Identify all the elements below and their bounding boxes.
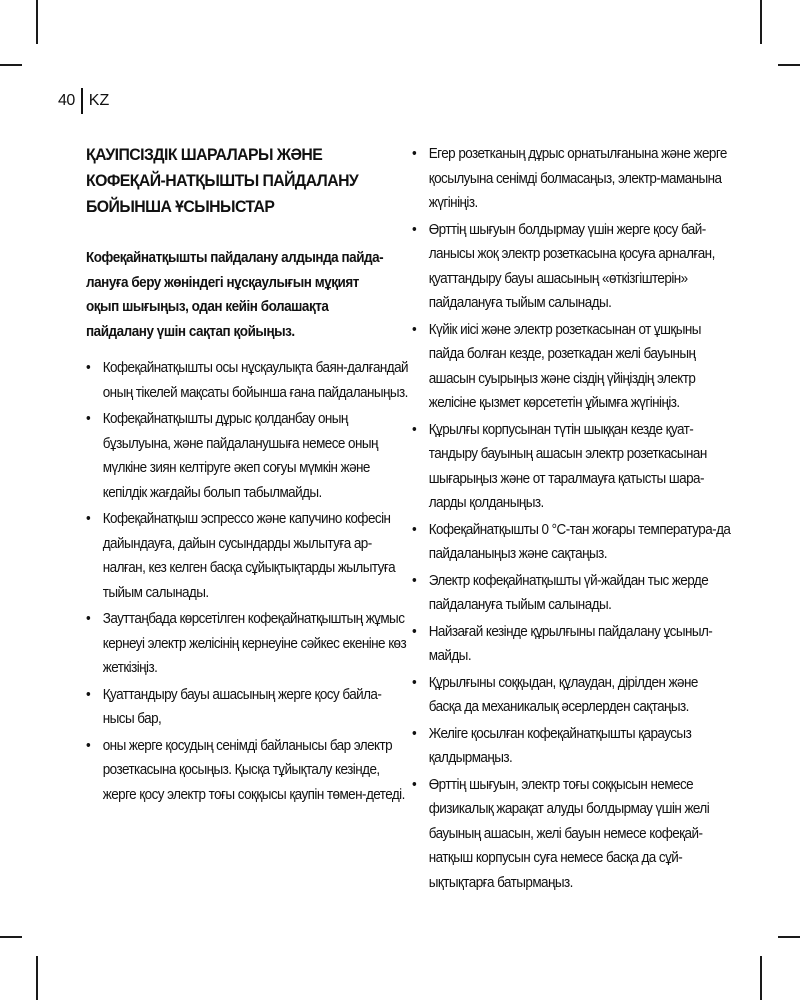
bullet-icon: • [412, 725, 417, 742]
page-header [58, 88, 109, 114]
crop-mark-right-upper [778, 64, 800, 66]
left-bullet-list [86, 356, 409, 807]
list-item [412, 518, 732, 567]
list-item [412, 671, 732, 720]
list-item [412, 318, 732, 416]
bullet-icon: • [86, 511, 91, 527]
bullet-icon: • [412, 521, 417, 538]
intro-paragraph: Кофеқайнатқышты пайдалану алдында пайда-лануға беру жөніндегі нұсқаулығын мұқият оқып шығыңыз, одан кейін болашақта пайдалану үшін сақтап қойыңыз. [86, 250, 384, 340]
page-number: 40 [58, 92, 75, 109]
list-item-text: Электр кофеқайнатқышты үй-жайдан тыс жерде пайдалануға тыйым салынады. [428, 572, 709, 613]
list-item [86, 507, 410, 605]
right-bullet-list [412, 142, 731, 895]
list-item-text: Өрттің шығуын, электр тоғы соққысын немесе физикалық жарақат алуды болдырмау үшін желі бауының ашасын, желі бауын немесе кофеқай-натқыш корпусын суға немесе басқа да сұй-ықтықтарға батырмаңыз. [428, 776, 710, 891]
bullet-icon: • [412, 674, 417, 691]
list-item-text: Желіге қосылған кофеқайнатқышты қараусыз қалдырмаңыз. [428, 725, 692, 766]
list-item-text: Зауттаңбада көрсетілген кофеқайнатқыштың жұмыс кернеуі электр желісінің кернеуіне сәйкес екеніне көз жеткізіңіз. [102, 611, 407, 676]
list-item-text: Кофеқайнатқышты 0 °С-тан жоғары температура-да пайдаланыңыз және сақтаңыз. [428, 521, 731, 562]
list-item-text: Қуаттандыру бауы ашасының жерге қосу байла-нысы бар, [102, 686, 382, 727]
list-item-text: Құрылғы корпусынан түтін шыққан кезде қуат-тандыру бауының ашасын электр розеткасынан шығарыңыз және от таралмауға қатысты шара-ларды қолданыңыз. [428, 421, 707, 511]
list-item-text: Кофеқайнатқыш эспрессо және капучино кофесін дайындауға, дайын сусындарды жылытуға ар-налған, кез келген басқа сұйықтықтарды жылытуға тыйым салынады. [102, 511, 396, 601]
list-item-text: Кофеқайнатқышты осы нұсқаулықта баян-далғандай оның тікелей мақсаты бойынша ғана пайдаланыңыз. [102, 360, 409, 401]
crop-mark-left-upper [0, 64, 22, 66]
section-heading: ҚАУІПСІЗДІК ШАРАЛАРЫ ЖӘНЕ КОФЕҚАЙ-НАТҚЫШТЫ ПАЙДАЛАНУ БОЙЫНША ҰСЫНЫСТАР [86, 145, 359, 216]
list-item [86, 356, 410, 405]
bullet-icon: • [412, 572, 417, 589]
list-item [86, 607, 410, 681]
list-item-text: Егер розетканың дұрыс орнатылғанына және жерге қосылуына сенімді болмасаңыз, электр-маманына жүгініңіз. [428, 146, 727, 211]
list-item-text: Өрттің шығуын болдырмау үшін жерге қосу бай-ланысы жоқ электр розеткасына қосуға арналған, қуаттандыру бауы ашасының «өткізгіштерін» пайдалануға тыйым салынады. [428, 221, 715, 311]
bullet-icon: • [86, 360, 91, 376]
list-item [412, 218, 732, 316]
bullet-icon: • [412, 146, 417, 162]
bullet-icon: • [412, 623, 417, 640]
list-item [412, 722, 732, 771]
list-item-text: Күйік иісі және электр розеткасынан от ұшқыны пайда болған кезде, розеткадан желі бауының ашасын суырыңыз және сіздің үйіңіздің электр желісіне қызмет көрсететін ұйымға жүгініңіз. [428, 321, 701, 411]
list-item-text: Кофеқайнатқышты дұрыс қолданбау оның бұзылуына, және пайдаланушыға немесе оның мүлкіне зиян келтіруге әкеп соғуы мүмкін және кепілдік жағдайы болып табылмайды. [102, 411, 378, 501]
list-item [86, 683, 410, 732]
list-item-text: оны жерге қосудың сенімді байланысы бар электр розеткасына қосыңыз. Қысқа тұйықталу кезінде, жерге қосу электр тоғы соққысы қаупін төмен-детеді. [102, 737, 405, 803]
bullet-icon: • [412, 421, 417, 438]
list-item [412, 142, 732, 216]
crop-mark-top-right [760, 0, 762, 44]
list-item [86, 734, 410, 808]
list-item [412, 773, 732, 896]
list-item [86, 407, 410, 505]
bullet-icon: • [412, 776, 417, 793]
list-item [412, 620, 732, 669]
crop-mark-bottom-right [760, 956, 762, 1000]
crop-mark-top-left [36, 0, 38, 44]
language-code: KZ [88, 92, 110, 109]
bullet-icon: • [86, 737, 91, 754]
crop-mark-left-lower [0, 936, 22, 938]
right-column [412, 142, 731, 897]
bullet-icon: • [412, 321, 417, 338]
crop-mark-right-lower [778, 936, 800, 938]
bullet-icon: • [86, 411, 91, 427]
left-column [86, 142, 409, 809]
list-item-text: Найзағай кезінде құрылғыны пайдалану ұсыныл-майды. [428, 623, 713, 664]
crop-mark-bottom-left [36, 956, 38, 1000]
bullet-icon: • [412, 221, 417, 238]
list-item [412, 418, 732, 516]
bullet-icon: • [86, 611, 91, 627]
bullet-icon: • [86, 686, 91, 703]
list-item-text: Құрылғыны соққыдан, құлаудан, дірілден және басқа да механикалық әсерлерден сақтаңыз. [428, 674, 698, 715]
list-item [412, 569, 732, 618]
